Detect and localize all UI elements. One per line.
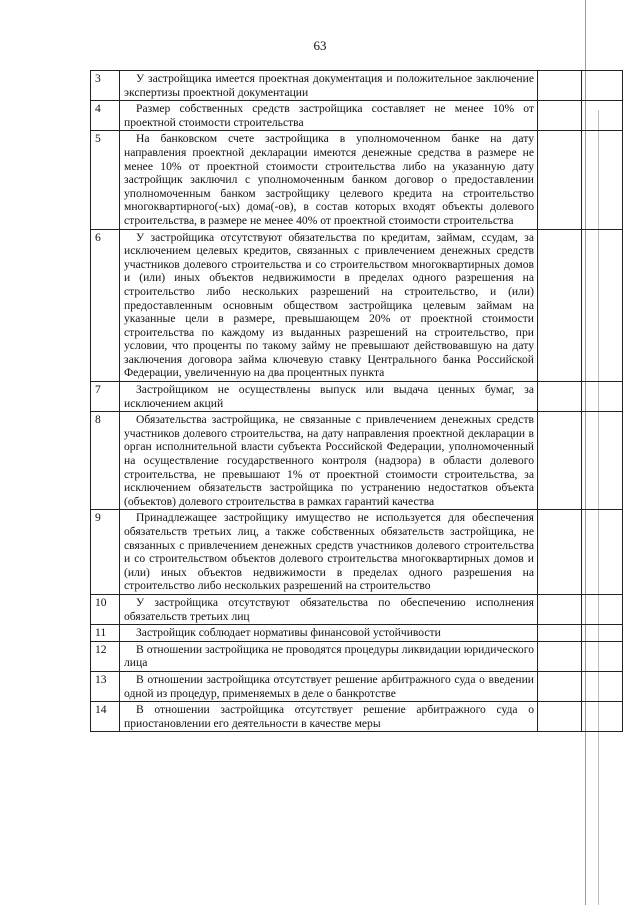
criterion-text: На банковском счете застройщика в уполномоченном банке на дату направления проектной декларации имеются денежные средства в размере не менее 10% от проектной стоимости строительства либо на указанную дату застройщик заключил с уполномоченным банком договор о предоставлении уполномоченным банком застройщику целевого кредита на строительство многоквартирного(-ых) дома(-ов), в состав которых входят объекты долевого строительства, в размере не менее 40% от проектной стоимости строительства	[120, 131, 538, 229]
criterion-text: У застройщика отсутствуют обязательства по обеспечению исполнения обязательств третьих лиц	[120, 594, 538, 624]
criterion-text: В отношении застройщика отсутствует решение арбитражного суда о приостановлении его деятельности в качестве меры	[120, 702, 538, 732]
table-row	[91, 641, 623, 671]
criteria-table	[90, 70, 623, 732]
table-row	[91, 510, 623, 595]
criterion-text: Размер собственных средств застройщика составляет не менее 10% от проектной стоимости строительства	[120, 101, 538, 131]
criterion-text: В отношении застройщика отсутствует решение арбитражного суда о введении одной из процедур, применяемых в деле о банкротстве	[120, 671, 538, 701]
criterion-text: Застройщиком не осуществлены выпуск или выдача ценных бумаг, за исключением акций	[120, 382, 538, 412]
compliance-cell	[538, 625, 582, 642]
criterion-text: Застройщик соблюдает нормативы финансовой устойчивости	[120, 625, 538, 642]
table-row	[91, 229, 623, 382]
criterion-text: У застройщика имеется проектная документация и положительное заключение экспертизы проектной документации	[120, 71, 538, 101]
criterion-text: В отношении застройщика не проводятся процедуры ликвидации юридического лица	[120, 641, 538, 671]
note-cell	[582, 625, 623, 642]
note-cell	[582, 510, 623, 595]
table-row	[91, 671, 623, 701]
compliance-cell	[538, 229, 582, 382]
note-cell	[582, 382, 623, 412]
row-number: 4	[91, 101, 120, 131]
note-cell	[582, 101, 623, 131]
row-number: 8	[91, 412, 120, 510]
note-cell	[582, 641, 623, 671]
compliance-cell	[538, 594, 582, 624]
note-cell	[582, 71, 623, 101]
note-cell	[582, 671, 623, 701]
criterion-text: Принадлежащее застройщику имущество не используется для обеспечения обязательств третьих лиц, а также собственных обязательств застройщика, не связанных с привлечением денежных средств участников долевого строительства и со строительством объектов долевого строительства многоквартирных домов и (или) иных объектов недвижимости в пределах одного разрешения на строительство либо нескольких разрешений на строительство	[120, 510, 538, 595]
note-cell	[582, 131, 623, 229]
compliance-cell	[538, 641, 582, 671]
row-number: 9	[91, 510, 120, 595]
table-row	[91, 101, 623, 131]
note-cell	[582, 702, 623, 732]
note-cell	[582, 594, 623, 624]
compliance-cell	[538, 71, 582, 101]
row-number: 7	[91, 382, 120, 412]
note-cell	[582, 412, 623, 510]
criterion-text: У застройщика отсутствуют обязательства по кредитам, займам, ссудам, за исключением целевых кредитов, связанных с привлечением денежных средств участников долевого строительства и со строительством многоквартирных домов и (или) иных объектов недвижимости в пределах одного разрешения на строительство либо нескольких разрешений на строительство, и (или) предоставленным основным обществом застройщика целевым займам на указанные цели в размере, превышающем 20% от проектной стоимости строительства по каждому из выданных разрешений на строительство, при условии, что проценты по такому займу не превышают действовавшую на дату заключения договора займа ключевую ставку Центрального банка Российской Федерации, увеличенную на два процентных пункта	[120, 229, 538, 382]
table-row	[91, 702, 623, 732]
compliance-cell	[538, 131, 582, 229]
row-number: 6	[91, 229, 120, 382]
row-number: 13	[91, 671, 120, 701]
table-row	[91, 625, 623, 642]
compliance-cell	[538, 671, 582, 701]
row-number: 10	[91, 594, 120, 624]
row-number: 5	[91, 131, 120, 229]
page-number: 63	[313, 38, 327, 53]
table-row	[91, 131, 623, 229]
table-row	[91, 412, 623, 510]
table-row	[91, 382, 623, 412]
compliance-cell	[538, 412, 582, 510]
compliance-cell	[538, 382, 582, 412]
row-number: 11	[91, 625, 120, 642]
compliance-cell	[538, 101, 582, 131]
compliance-cell	[538, 702, 582, 732]
compliance-cell	[538, 510, 582, 595]
row-number: 14	[91, 702, 120, 732]
table-row	[91, 71, 623, 101]
row-number: 12	[91, 641, 120, 671]
row-number: 3	[91, 71, 120, 101]
table-row	[91, 594, 623, 624]
criterion-text: Обязательства застройщика, не связанные с привлечением денежных средств участников долевого строительства, на дату направления проектной декларации в орган исполнительной власти субъекта Российской Федерации, уполномоченный на осуществление государственного контроля (надзора) в области долевого строительства, не превышают 1% от проектной стоимости строительства, за исключением обязательств застройщика по устранению недостатков объекта (объектов) долевого строительства в рамках гарантий качества	[120, 412, 538, 510]
note-cell	[582, 229, 623, 382]
